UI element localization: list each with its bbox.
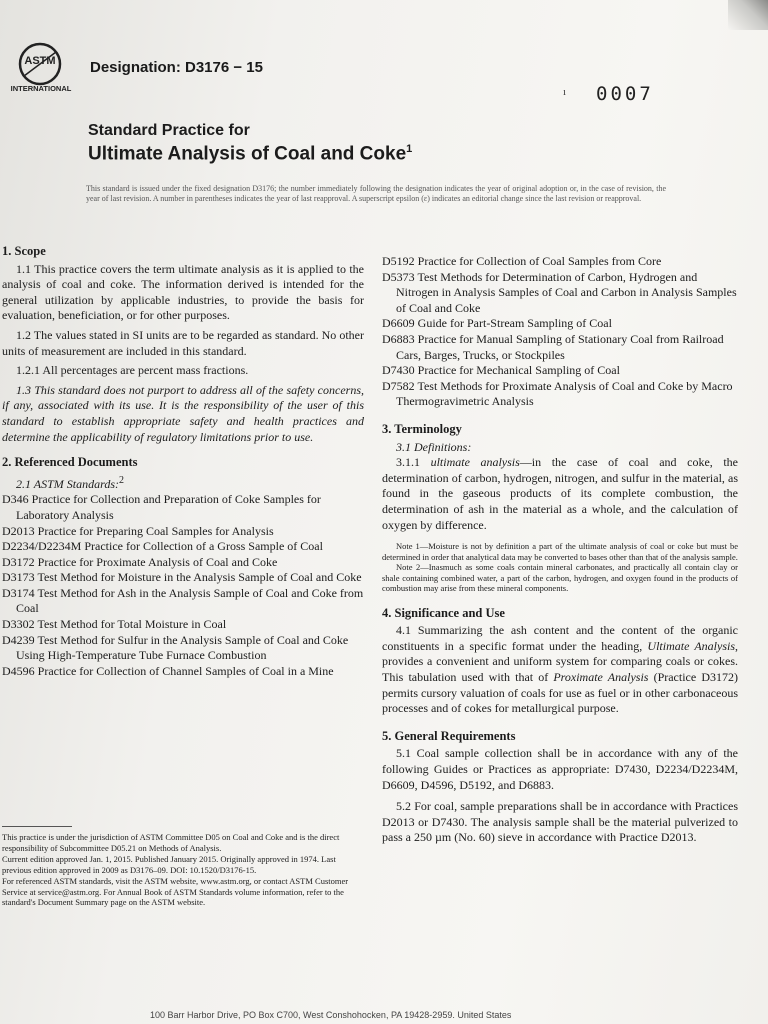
scope-1-1: 1.1 This practice covers the term ultimate analysis as it is applied to the analysis of coal and coke. The information derived is intended for the general utilization by applicable industries, to provide the basis for evaluation, beneficiation, or for other purposes. <box>2 261 364 323</box>
significance-text-end: (Practice D3172) permits cursory valuation of coals for use as fuel or in other carbonaceous processes and of cokes for metallurgical purpose. <box>382 669 738 716</box>
footnote-divider <box>2 826 72 827</box>
publisher-address: 100 Barr Harbor Drive, PO Box C700, West Conshohocken, PA 19428-2959. United States <box>150 1010 512 1020</box>
general-5-2: 5.2 For coal, sample preparations shall be in accordance with Practices D2013 or D7430. The analysis sample shall be the material pulverized to pass a 250 µm (No. 60) sieve in accordance with Practice D2013. <box>382 799 738 845</box>
section-heading-referenced: 2. Referenced Documents <box>2 455 138 470</box>
page-mark: ı <box>563 86 567 98</box>
left-column <box>2 244 364 679</box>
right-column <box>382 254 738 846</box>
reference-item: D4239 Test Method for Sulfur in the Analysis Sample of Coal and Coke Using High-Temperature Tube Furnace Combustion <box>2 632 349 663</box>
astm-standards-subheading <box>2 473 364 493</box>
note-2: Note 2—Inasmuch as some coals contain mineral carbonates, and practically all contain clay or shale containing combined water, a part of the carbon, hydrogen, and oxygen found in the products of combustion may arise from these mineral components. <box>382 562 738 594</box>
page-title <box>88 143 412 165</box>
note-1: Note 1—Moisture is not by definition a part of the ultimate analysis of coal or coke but must be determined in order that analytical data may be converted to bases other than that of the analysis sample. <box>382 541 738 562</box>
footnote: This practice is under the jurisdiction of ASTM Committee D05 on Coal and Coke and is the direct responsibility of Subcommittee D05.21 on Methods of Analysis. <box>2 832 340 853</box>
reference-item: D3172 Practice for Proximate Analysis of Coal and Coke <box>2 554 278 569</box>
referenced-list-right <box>382 254 738 410</box>
title-line-2: Ultimate Analysis of Coal and Coke <box>88 143 407 165</box>
reference-item: D2013 Practice for Preparing Coal Samples for Analysis <box>2 523 274 538</box>
general-5-1: 5.1 Coal sample collection shall be in accordance with any of the following Guides or Practices as appropriate: D7430, D2234/D2234M, D6609, D4596, D5192, and D6883. <box>382 746 738 792</box>
reference-item: D7582 Test Methods for Proximate Analysis of Coal and Coke by Macro Thermogravimetric Analysis <box>382 378 733 409</box>
reference-item: D6609 Guide for Part-Stream Sampling of Coal <box>382 316 612 331</box>
page-number-stamp: 0007 <box>596 83 654 105</box>
referenced-list-left <box>2 492 364 679</box>
footnote: Current edition approved Jan. 1, 2015. Published January 2015. Originally approved in 1974. Last previous edition approved in 2009 as D3176–09. DOI: 10.1520/D3176-15. <box>2 854 336 875</box>
reference-item: D5192 Practice for Collection of Coal Samples from Core <box>382 254 662 268</box>
reference-item: D3302 Test Method for Total Moisture in Coal <box>2 617 227 632</box>
significance-term-ultimate: Ultimate Analysis <box>647 638 735 653</box>
scope-1-3: 1.3 This standard does not purport to address all of the safety concerns, if any, associated with its use. It is the responsibility of the user of this standard to establish appropriate safety and health practices and determine the applicability of regulatory limitations prior to use. <box>2 382 364 444</box>
astm-standards-footnote-mark: 2 <box>119 474 125 486</box>
title-footnote-mark: 1 <box>406 143 413 155</box>
definition-number: 3.1.1 <box>396 455 420 470</box>
reference-item: D7430 Practice for Mechanical Sampling of Coal <box>382 363 620 378</box>
reference-item: D6883 Practice for Manual Sampling of Stationary Coal from Railroad Cars, Barges, Trucks, or Stockpiles <box>382 331 724 362</box>
section-heading-significance: 4. Significance and Use <box>382 605 505 620</box>
definitions-subheading: 3.1 Definitions: <box>396 439 472 454</box>
section-heading-scope: 1. Scope <box>2 244 46 258</box>
logo-mark: ASTM <box>24 55 56 67</box>
significance-text-start: 4.1 Summarizing the ash content and the content of the organic constituents in a specific format under the heading, <box>382 623 738 653</box>
definition-term: ultimate analysis <box>430 455 520 470</box>
scope-1-2-1: 1.2.1 All percentages are percent mass fractions. <box>16 363 249 378</box>
reference-item: D346 Practice for Collection and Preparation of Coke Samples for Laboratory Analysis <box>2 492 321 522</box>
section-heading-general: 5. General Requirements <box>382 728 516 743</box>
astm-standards-label: 2.1 ASTM Standards: <box>16 476 120 491</box>
significance-term-proximate: Proximate Analysis <box>553 669 649 684</box>
reference-item: D4596 Practice for Collection of Channel Samples of Coal in a Mine <box>2 663 334 678</box>
section-heading-terminology: 3. Terminology <box>382 421 462 436</box>
footnote: For referenced ASTM standards, visit the ASTM website, www.astm.org, or contact ASTM Customer Service at service@astm.org. For Annual Book of ASTM Standards volume information, refer to the standard's Document Summary page on the ASTM website. <box>2 876 349 907</box>
logo-caption: INTERNATIONAL <box>10 84 72 93</box>
reference-item: D2234/D2234M Practice for Collection of a Gross Sample of Coal <box>2 539 323 554</box>
reference-item: D3174 Test Method for Ash in the Analysis Sample of Coal and Coke from Coal <box>2 585 364 616</box>
reference-item: D5373 Test Methods for Determination of Carbon, Hydrogen and Nitrogen in Analysis Samples of Coal and Carbon in Analysis Samples of Coal and Coke <box>382 269 737 315</box>
astm-logo <box>10 40 80 96</box>
scope-1-2: 1.2 The values stated in SI units are to be regarded as standard. No other units of measurement are included in this standard. <box>2 327 364 358</box>
reference-item: D3173 Test Method for Moisture in the Analysis Sample of Coal and Coke <box>2 570 362 585</box>
significance-text-mid: , provides a convenient and uniform system for comparing coals or cokes. This tabulation used with that of <box>382 638 738 684</box>
significance-4-1 <box>382 623 738 717</box>
definition-text: —in the case of coal and coke, the determination of carbon, hydrogen, nitrogen, and sulfur in the material, as found in the gaseous products of its complete combustion, the determination of ash in the material as a whole, and the calculation of oxygen by difference. <box>382 455 738 532</box>
page-corner-shadow <box>728 0 768 30</box>
designation: Designation: D3176 − 15 <box>90 59 263 76</box>
definition-ultimate-analysis <box>382 455 738 533</box>
preamble: This standard is issued under the fixed designation D3176; the number immediately following the designation indicates the year of original adoption or, in the case of revision, the year of last revision. A number in parentheses indicates the year of last reapproval. A superscript epsilon (ε) indicates an editorial change since the last revision or reapproval. <box>86 184 666 203</box>
title-line-1: Standard Practice for <box>88 122 250 139</box>
footnotes <box>2 832 362 909</box>
